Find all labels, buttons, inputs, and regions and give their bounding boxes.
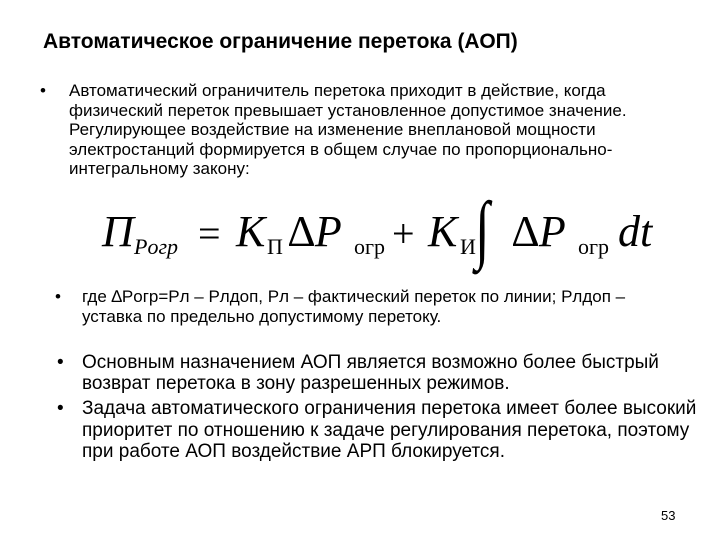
page-number: 53 bbox=[661, 508, 676, 523]
formula-delta1: ∆P bbox=[288, 207, 342, 256]
formula-k1-subscript: П bbox=[267, 234, 283, 259]
formula-k2-subscript: И bbox=[460, 234, 476, 259]
bullet-item-intro bbox=[40, 81, 680, 179]
formula-equals: = bbox=[198, 211, 221, 256]
formula-lhs-symbol: П bbox=[102, 207, 134, 256]
formula-k2-symbol: K bbox=[428, 207, 458, 256]
formula-integral: ∫ bbox=[475, 187, 490, 271]
slide-title: Автоматическое ограничение перетока (АОП) bbox=[43, 30, 518, 53]
bullet-item-priority bbox=[57, 398, 697, 463]
bullet-marker: • bbox=[40, 81, 46, 100]
formula-plus: + bbox=[392, 211, 415, 256]
formula-delta2-subscript: огр bbox=[578, 234, 610, 259]
bullet-item-purpose bbox=[57, 352, 697, 394]
formula-delta1-subscript: огр bbox=[354, 234, 386, 259]
bullet-marker: • bbox=[57, 398, 64, 419]
formula-dt: dt bbox=[618, 207, 653, 256]
formula-lhs-subscript: Pогр bbox=[134, 234, 179, 259]
pi-control-formula bbox=[102, 187, 662, 272]
bullet-text: Задача автоматического ограничения перетока имеет более высокий приоритет по отношению к задаче регулирования перетока, поэтому при работе АОП воздействие АРП блокируется. bbox=[82, 398, 697, 462]
bullet-marker: • bbox=[55, 287, 61, 306]
formula-k1-symbol: K bbox=[236, 207, 266, 256]
bullet-text: где ∆Pогр=Pл – Pлдоп, Pл – фактический переток по линии; Pлдоп – уставка по предельно допустимому перетоку. bbox=[82, 287, 626, 326]
formula-delta2: ∆P bbox=[512, 207, 566, 256]
bullet-text: Основным назначением АОП является возможно более быстрый возврат перетока в зону разрешенных режимов. bbox=[82, 352, 659, 394]
bullet-marker: • bbox=[57, 352, 64, 373]
bullet-item-definition bbox=[55, 287, 675, 327]
bullet-text: Автоматический ограничитель перетока приходит в действие, когда физический переток превышает установленное допустимое значение. Регулирующее воздействие на изменение внеплановой мощности электростанций формируется в общем случае по пропорционально-интегральному закону: bbox=[69, 81, 627, 178]
